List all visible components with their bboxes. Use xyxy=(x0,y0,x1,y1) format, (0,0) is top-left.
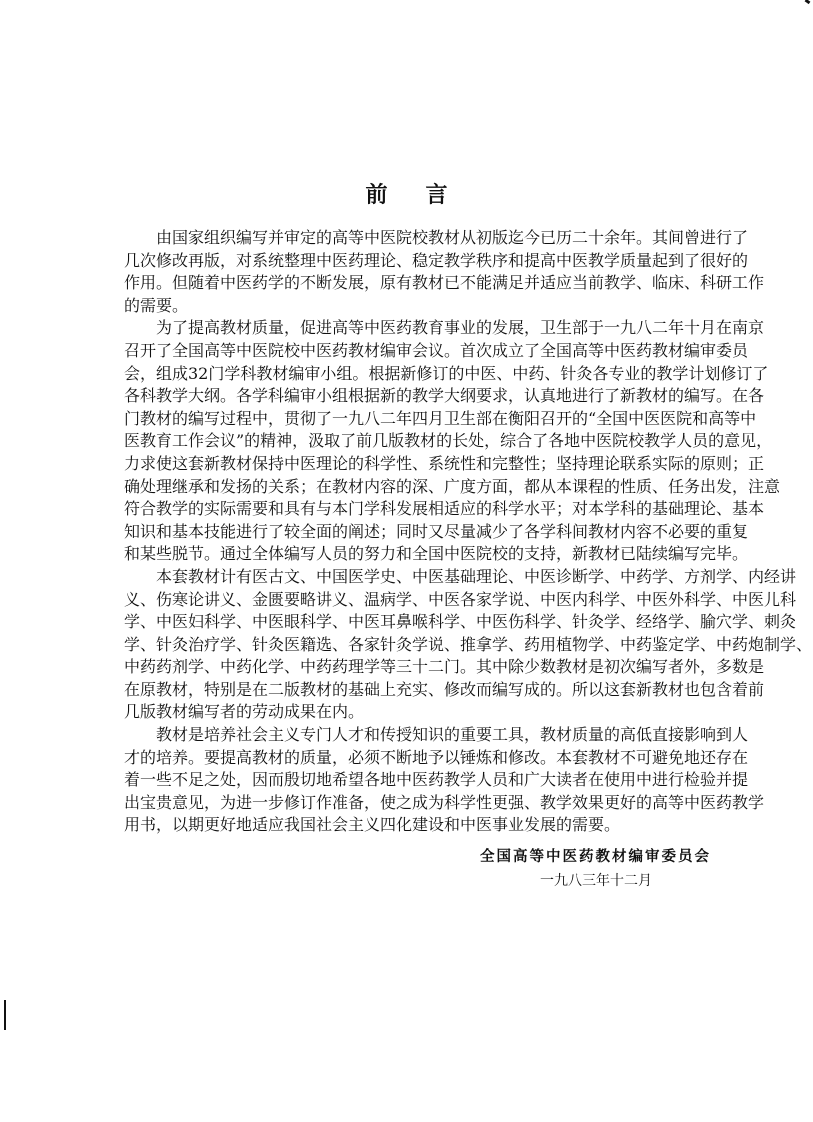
text-line: 中药药剂学、中药化学、中药药理学等三十二门。其中除少数教材是初次编写者外，多数是 xyxy=(124,657,765,677)
paragraph xyxy=(124,227,765,317)
text-line: 知识和基本技能进行了较全面的阐述；同时又尽量减少了各学科间教材内容不必要的重复 xyxy=(124,521,749,541)
preface-body xyxy=(124,227,813,837)
text-line: 本套教材计有医古文、中国医学史、中医基础理论、中医诊断学、中药学、方剂学、内经讲 xyxy=(124,566,797,586)
date: 一九八三年十二月 xyxy=(540,873,652,889)
text-line: 学、针灸治疗学、针灸医籍选、各家针灸学说、推拿学、药用植物学、中药鉴定学、中药炮制学、 xyxy=(124,634,813,654)
text-line: 教材是培养社会主义专门人才和传授知识的重要工具，教材质量的高低直接影响到人 xyxy=(124,725,749,745)
text-line: 各科教学大纲。各学科编审小组根据新的教学大纲要求，认真地进行了新教材的编写。在各 xyxy=(124,386,765,406)
text-line: 用书，以期更好地适应我国社会主义四化建设和中医事业发展的需要。 xyxy=(124,815,621,835)
scan-mark xyxy=(805,0,811,4)
text-line: 召开了全国高等中医院校中医药教材编审会议。首次成立了全国高等中医药教材编审委员 xyxy=(124,340,749,360)
text-line: 作用。但随着中医药学的不断发展，原有教材已不能满足并适应当前教学、临床、科研工作 xyxy=(124,273,765,293)
text-line: 才的培养。要提高教材的质量，必须不断地予以锤炼和修改。本套教材不可避免地还存在 xyxy=(124,747,749,767)
text-line: 会，组成32门学科教材编审小组。根据新修订的中医、中药、针灸各专业的教学计划修订了 xyxy=(124,363,769,383)
text-line: 义、伤寒论讲义、金匮要略讲义、温病学、中医各家学说、中医内科学、中医外科学、中医儿科 xyxy=(124,589,797,609)
text-line: 学、中医妇科学、中医眼科学、中医耳鼻喉科学、中医伤科学、针灸学、经络学、腧穴学、刺灸 xyxy=(124,612,797,632)
signature: 全国高等中医药教材编审委员会 xyxy=(480,848,711,865)
page-title: 前言 xyxy=(365,182,486,208)
text-line: 和某些脱节。通过全体编写人员的努力和全国中医院校的支持，新教材已陆续编写完毕。 xyxy=(124,544,749,564)
text-line: 门教材的编写过程中，贯彻了一九八二年四月卫生部在衡阳召开的“全国中医医院和高等中 xyxy=(124,408,757,428)
text-line: 确处理继承和发扬的关系；在教材内容的深、广度方面，都从本课程的性质、任务出发，注意 xyxy=(124,476,781,496)
text-line: 几版教材编写者的劳动成果在内。 xyxy=(124,702,365,722)
scan-mark xyxy=(4,1000,6,1030)
text-line: 在原教材，特别是在二版教材的基础上充实、修改而编写成的。所以这套新教材也包含着前 xyxy=(124,679,765,699)
text-line: 着一些不足之处，因而殷切地希望各地中医药教学人员和广大读者在使用中进行检验并提 xyxy=(124,770,749,790)
text-line: 医教育工作会议”的精神，汲取了前几版教材的长处，综合了各地中医院校教学人员的意见， xyxy=(124,431,773,451)
text-line: 力求使这套新教材保持中医理论的科学性、系统性和完整性；坚持理论联系实际的原则；正 xyxy=(124,453,765,473)
text-line: 为了提高教材质量，促进高等中医药教育事业的发展，卫生部于一九八二年十月在南京 xyxy=(124,318,765,338)
text-line: 几次修改再版，对系统整理中医药理论、稳定教学秩序和提高中医教学质量起到了很好的 xyxy=(124,250,749,270)
paragraph xyxy=(124,724,765,837)
text-line: 由国家组织编写并审定的高等中医院校教材从初版迄今已历二十余年。其间曾进行了 xyxy=(124,228,749,247)
paragraph xyxy=(124,317,781,566)
text-line: 符合教学的实际需要和具有与本门学科发展相适应的科学水平；对本学科的基础理论、基本 xyxy=(124,499,765,519)
text-line: 的需要。 xyxy=(124,295,189,315)
paragraph xyxy=(124,566,813,724)
text-line: 出宝贵意见，为进一步修订作准备，使之成为科学性更强、教学效果更好的高等中医药教学 xyxy=(124,792,765,812)
